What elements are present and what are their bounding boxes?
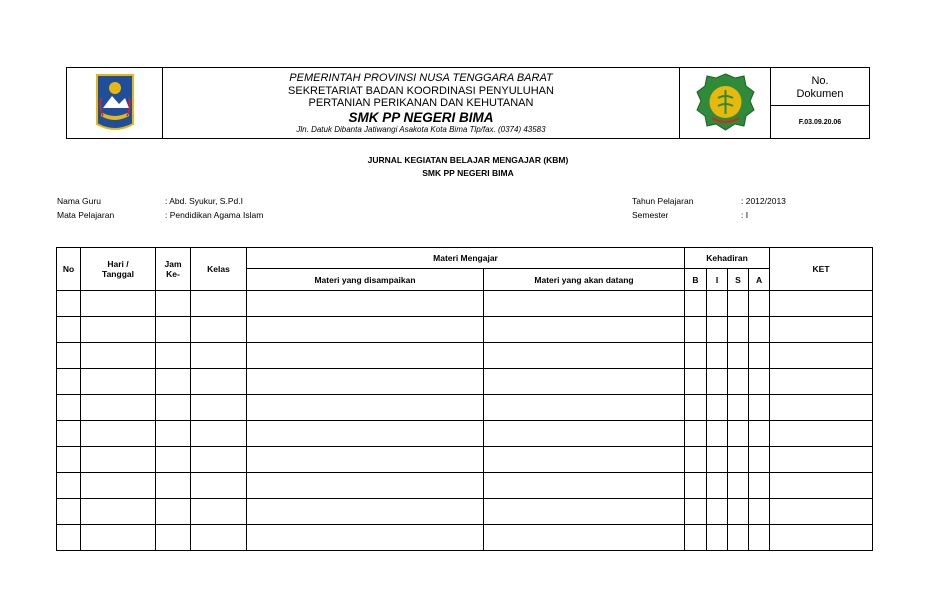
table-cell (156, 317, 191, 343)
table-cell (484, 291, 685, 317)
table-cell (191, 525, 247, 551)
table-cell (728, 317, 749, 343)
table-cell (685, 447, 707, 473)
table-cell (728, 395, 749, 421)
table-cell (685, 369, 707, 395)
table-cell (749, 525, 770, 551)
col-header-hari: Hari / (107, 259, 129, 269)
table-cell (247, 395, 484, 421)
ntb-province-emblem (67, 68, 163, 140)
table-row (57, 369, 873, 395)
col-header-material-upcoming: Materi yang akan datang (484, 269, 685, 291)
table-cell (707, 343, 728, 369)
table-cell (81, 343, 156, 369)
table-cell (707, 447, 728, 473)
table-cell (81, 499, 156, 525)
table-cell (247, 499, 484, 525)
letterhead-text (163, 68, 680, 138)
table-cell (247, 421, 484, 447)
table-cell (707, 317, 728, 343)
col-header-tanggal: Tanggal (102, 269, 134, 279)
col-header-attendance: Kehadiran (685, 248, 770, 269)
col-header-class: Kelas (191, 248, 247, 291)
table-cell (57, 525, 81, 551)
document-number-label (771, 68, 869, 106)
table-cell (770, 291, 873, 317)
col-header-hour (156, 248, 191, 291)
table-cell (749, 447, 770, 473)
document-code: F.03.09.20.06 (798, 119, 842, 126)
table-cell (770, 369, 873, 395)
journal-subtitle: SMK PP NEGERI BIMA (422, 168, 514, 178)
table-row (57, 395, 873, 421)
table-cell (728, 525, 749, 551)
table-cell (191, 447, 247, 473)
table-cell (57, 421, 81, 447)
letterhead-address: Jln. Datuk Dibanta Jatiwangi Asakota Kota Bima Tlp/fax. (0374) 43583 (296, 124, 546, 134)
col-header-notes: KET (770, 248, 873, 291)
table-cell (81, 369, 156, 395)
table-cell (484, 447, 685, 473)
table-cell (156, 395, 191, 421)
table-cell (191, 473, 247, 499)
table-cell (685, 343, 707, 369)
table-cell (57, 395, 81, 421)
table-cell (81, 291, 156, 317)
table-cell (57, 343, 81, 369)
col-header-material-delivered: Materi yang disampaikan (247, 269, 484, 291)
table-cell (707, 525, 728, 551)
table-cell (247, 525, 484, 551)
subject-label: Mata Pelajaran (57, 210, 115, 220)
table-cell (191, 343, 247, 369)
table-cell (728, 473, 749, 499)
table-cell (770, 317, 873, 343)
table-cell (57, 317, 81, 343)
teacher-label: Nama Guru (57, 196, 101, 206)
table-cell (685, 525, 707, 551)
table-cell (81, 473, 156, 499)
col-header-a: A (749, 269, 770, 291)
table-cell (57, 473, 81, 499)
table-cell (247, 473, 484, 499)
table-cell (770, 447, 873, 473)
col-header-no: No (57, 248, 81, 291)
table-cell (191, 369, 247, 395)
table-cell (484, 499, 685, 525)
table-cell (685, 291, 707, 317)
col-header-date (81, 248, 156, 291)
table-cell (81, 421, 156, 447)
doc-label-dokumen: Dokumen (796, 87, 844, 100)
letterhead-school-name: SMK PP NEGERI BIMA (348, 109, 494, 125)
table-cell (770, 421, 873, 447)
table-cell (685, 421, 707, 447)
table-cell (685, 473, 707, 499)
table-cell (191, 395, 247, 421)
journal-body (57, 291, 873, 551)
table-cell (247, 317, 484, 343)
table-cell (770, 525, 873, 551)
col-header-jam: Jam (164, 259, 182, 269)
table-cell (685, 499, 707, 525)
table-cell (728, 499, 749, 525)
letterhead-logo-cell-right (680, 68, 771, 138)
col-header-s: S (728, 269, 749, 291)
letterhead-logo-cell-left (67, 68, 163, 138)
table-cell (81, 525, 156, 551)
table-row (57, 525, 873, 551)
table-row (57, 421, 873, 447)
table-cell (770, 499, 873, 525)
table-cell (57, 499, 81, 525)
teacher-value: : Abd. Syukur, S.Pd.I (165, 196, 243, 206)
table-cell (749, 291, 770, 317)
table-cell (749, 473, 770, 499)
table-cell (191, 499, 247, 525)
subject-value: : Pendidikan Agama Islam (165, 210, 264, 220)
table-row (57, 447, 873, 473)
table-cell (156, 525, 191, 551)
semester-label: Semester (632, 210, 669, 220)
table-cell (484, 421, 685, 447)
table-cell (728, 291, 749, 317)
table-cell (247, 447, 484, 473)
table-cell (484, 525, 685, 551)
table-cell (484, 369, 685, 395)
col-header-ke: Ke- (166, 269, 180, 279)
table-cell (247, 343, 484, 369)
table-cell (156, 421, 191, 447)
table-cell (749, 369, 770, 395)
table-cell (707, 473, 728, 499)
table-cell (156, 447, 191, 473)
journal-title: JURNAL KEGIATAN BELAJAR MENGAJAR (KBM) (367, 155, 569, 165)
table-cell (749, 499, 770, 525)
table-cell (156, 499, 191, 525)
table-cell (728, 343, 749, 369)
table-cell (770, 343, 873, 369)
table-cell (484, 343, 685, 369)
table-cell (191, 317, 247, 343)
table-cell (749, 395, 770, 421)
table-cell (707, 421, 728, 447)
table-cell (749, 317, 770, 343)
table-cell (749, 421, 770, 447)
table-cell (728, 421, 749, 447)
school-year-value: : 2012/2013 (741, 196, 786, 206)
table-cell (707, 369, 728, 395)
table-row (57, 291, 873, 317)
table-cell (749, 343, 770, 369)
table-cell (156, 473, 191, 499)
table-cell (707, 291, 728, 317)
table-cell (770, 473, 873, 499)
table-row (57, 473, 873, 499)
school-emblem (680, 68, 771, 140)
col-header-i: I (707, 269, 728, 291)
col-header-b: B (685, 269, 707, 291)
doc-label-no: No. (811, 75, 829, 87)
table-cell (156, 369, 191, 395)
letterhead-line-3: PERTANIAN PERIKANAN DAN KEHUTANAN (308, 97, 534, 109)
table-cell (81, 317, 156, 343)
table-cell (57, 369, 81, 395)
table-cell (81, 395, 156, 421)
table-row (57, 317, 873, 343)
table-cell (685, 395, 707, 421)
letterhead-line-1: PEMERINTAH PROVINSI NUSA TENGGARA BARAT (289, 72, 553, 84)
table-cell (156, 343, 191, 369)
table-row (57, 499, 873, 525)
table-cell (770, 395, 873, 421)
table-cell (728, 369, 749, 395)
table-cell (484, 317, 685, 343)
table-cell (191, 291, 247, 317)
table-cell (484, 395, 685, 421)
table-row (57, 343, 873, 369)
table-cell (707, 395, 728, 421)
col-header-material: Materi Mengajar (247, 248, 685, 269)
letterhead-line-2: SEKRETARIAT BADAN KOORDINASI PENYULUHAN (288, 84, 554, 97)
school-year-label: Tahun Pelajaran (632, 196, 694, 206)
table-cell (728, 447, 749, 473)
table-cell (57, 291, 81, 317)
table-cell (81, 447, 156, 473)
table-cell (247, 369, 484, 395)
table-cell (247, 291, 484, 317)
letterhead (66, 67, 870, 139)
table-cell (685, 317, 707, 343)
table-cell (57, 447, 81, 473)
document-number-box (771, 68, 869, 138)
table-cell (191, 421, 247, 447)
semester-value: : I (741, 210, 749, 220)
journal-table (56, 247, 873, 551)
table-cell (707, 499, 728, 525)
table-cell (484, 473, 685, 499)
table-cell (156, 291, 191, 317)
